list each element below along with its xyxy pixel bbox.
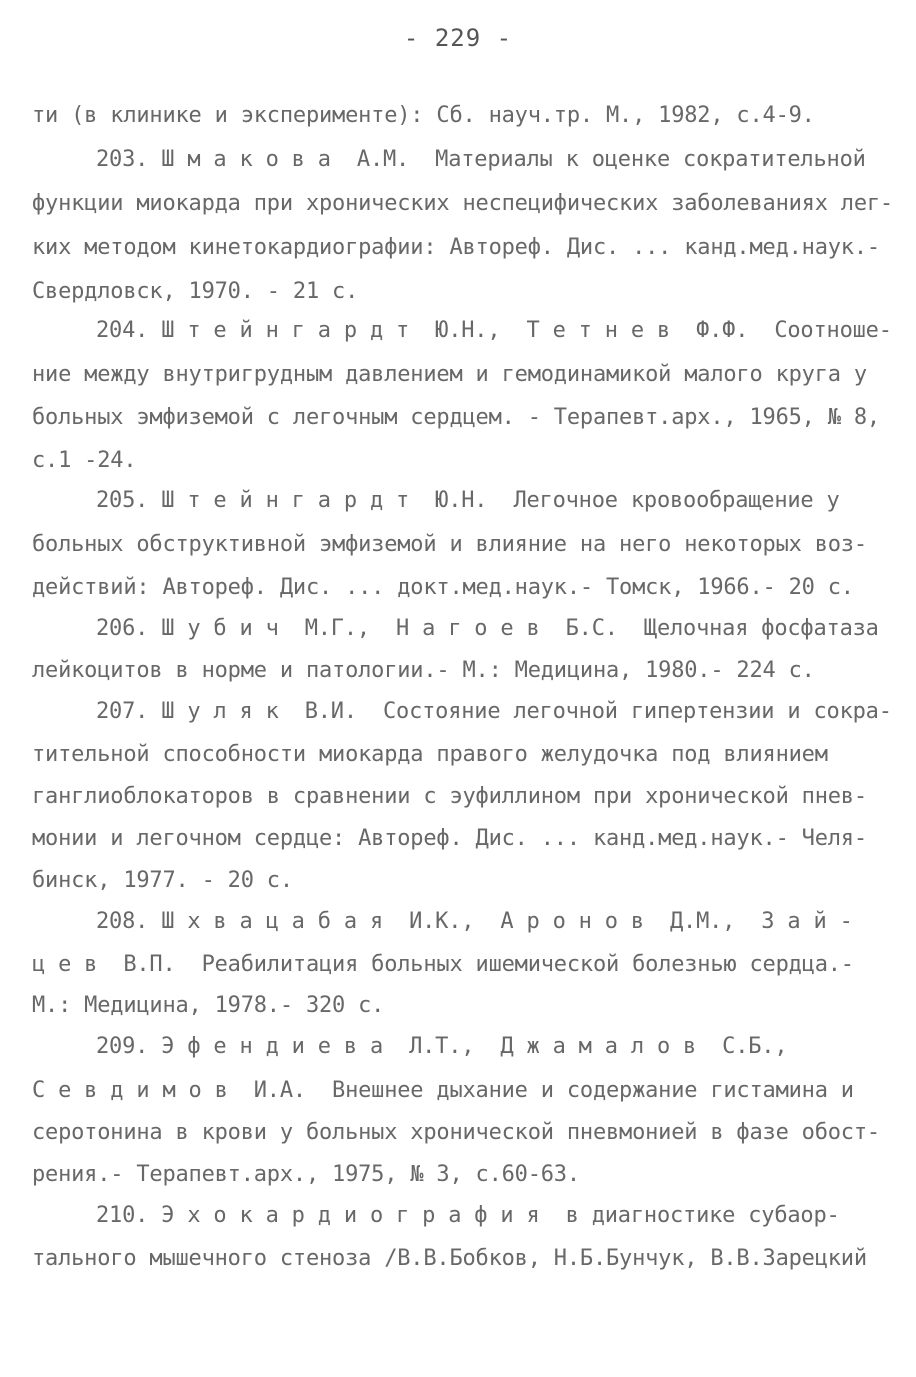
text-line: больных эмфиземой с легочным сердцем. - Терапевт.арх., 1965, № 8, (32, 405, 880, 430)
text-line: с.1 -24. (32, 448, 137, 473)
text-line: монии и легочном сердце: Автореф. Дис. ... канд.мед.наук.- Челя- (32, 826, 867, 851)
text-line: С е в д и м о в И.А. Внешнее дыхание и содержание гистамина и (32, 1078, 854, 1103)
text-line: ких методом кинетокардиографии: Автореф. Дис. ... канд.мед.наук.- (32, 235, 880, 260)
text-line: 204. Ш т е й н г а р д т Ю.Н., Т е т н е в Ф.Ф. Соотноше- (96, 318, 892, 343)
text-line: 210. Э х о к а р д и о г р а ф и я в диагностике субаор- (96, 1203, 840, 1228)
text-line: 206. Ш у б и ч М.Г., Н а г о е в Б.С. Щелочная фосфатаза (96, 616, 879, 641)
text-line: тального мышечного стеноза /В.В.Бобков, Н.Б.Бунчук, В.В.Зарецкий (32, 1246, 867, 1271)
text-line: Свердловск, 1970. - 21 с. (32, 279, 359, 304)
text-line: действий: Автореф. Дис. ... докт.мед.наук.- Томск, 1966.- 20 с. (32, 575, 854, 600)
text-line: 203. Ш м а к о в а А.М. Материалы к оценке сократительной (96, 147, 866, 172)
text-line: М.: Медицина, 1978.- 320 с. (32, 993, 385, 1018)
text-line: бинск, 1977. - 20 с. (32, 868, 293, 893)
text-line: серотонина в крови у больных хронической пневмонией в фазе обост- (32, 1120, 880, 1145)
text-line: больных обструктивной эмфиземой и влияние на него некоторых воз- (32, 532, 867, 557)
text-line: рения.- Терапевт.арх., 1975, № 3, с.60-63. (32, 1162, 580, 1187)
text-line: 205. Ш т е й н г а р д т Ю.Н. Легочное кровообращение у (96, 488, 840, 513)
text-line: ганглиоблокаторов в сравнении с эуфиллином при хронической пнев- (32, 784, 867, 809)
text-line: 207. Ш у л я к В.И. Состояние легочной гипертензии и сокра- (96, 699, 892, 724)
text-line: 209. Э ф е н д и е в а Л.Т., Д ж а м а л о в С.Б., (96, 1034, 788, 1059)
page-number: - 229 - (403, 24, 513, 52)
text-line: тительной способности миокарда правого желудочка под влиянием (32, 742, 828, 767)
text-line: ние между внутригрудным давлением и гемодинамикой малого круга у (32, 362, 867, 387)
text-line: функции миокарда при хронических неспецифических заболеваниях лег- (32, 191, 893, 216)
text-line: ти (в клинике и эксперименте): Сб. науч.тр. М., 1982, с.4-9. (32, 103, 815, 128)
text-line: 208. Ш х в а ц а б а я И.К., А р о н о в Д.М., З а й - (96, 909, 853, 934)
text-line: лейкоцитов в норме и патологии.- М.: Медицина, 1980.- 224 с. (32, 658, 815, 683)
text-line: ц е в В.П. Реабилитация больных ишемической болезнью сердца.- (32, 952, 854, 977)
